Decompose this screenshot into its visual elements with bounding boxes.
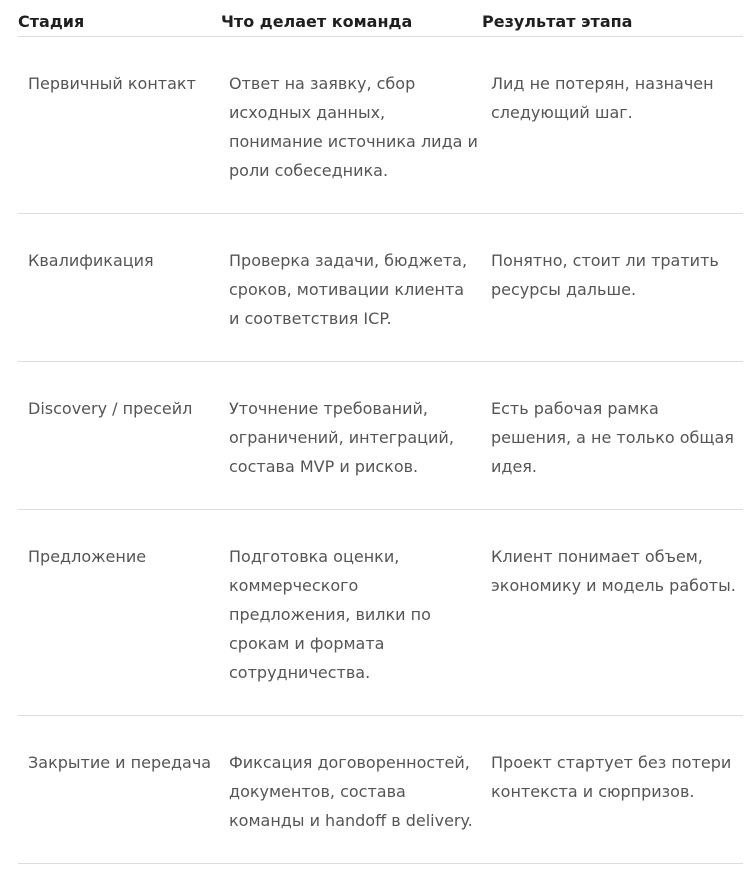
table-row: [18, 716, 743, 864]
cell-result: Клиент понимает объем, экономику и модель работы.: [491, 547, 736, 595]
table-row: [18, 362, 743, 510]
cell-result: Проект стартует без потери контекста и сюрпризов.: [491, 753, 732, 801]
cell-team: Проверка задачи, бюджета, сроков, мотивации клиента и соответствия ICP.: [229, 251, 468, 328]
table-row: [18, 214, 743, 362]
cell-team: Уточнение требований, ограничений, интеграций, состава MVP и рисков.: [229, 399, 454, 476]
cell-team: Подготовка оценки, коммерческого предложения, вилки по срокам и формата сотрудничества.: [229, 547, 431, 682]
cell-team: Фиксация договоренностей, документов, состава команды и handoff в delivery.: [229, 753, 473, 830]
cell-stage: Закрытие и передача: [28, 753, 212, 772]
cell-result: Понятно, стоит ли тратить ресурсы дальше.: [491, 251, 719, 299]
header-result: Результат этапа: [482, 12, 633, 31]
cell-team: Ответ на заявку, сбор исходных данных, понимание источника лида и роли собеседника.: [229, 74, 478, 180]
cell-stage: Первичный контакт: [28, 74, 196, 93]
header-stage: Стадия: [18, 12, 85, 31]
header-team: Что делает команда: [221, 12, 413, 31]
table-row: [18, 510, 743, 716]
table-row: [18, 37, 743, 214]
cell-result: Лид не потерян, назначен следующий шаг.: [491, 74, 714, 122]
cell-stage: Предложение: [28, 547, 147, 566]
cell-result: Есть рабочая рамка решения, а не только общая идея.: [491, 399, 734, 476]
stages-table: [18, 0, 743, 864]
cell-stage: Квалификация: [28, 251, 154, 270]
cell-stage: Discovery / пресейл: [28, 399, 193, 418]
table-header: [18, 0, 743, 37]
